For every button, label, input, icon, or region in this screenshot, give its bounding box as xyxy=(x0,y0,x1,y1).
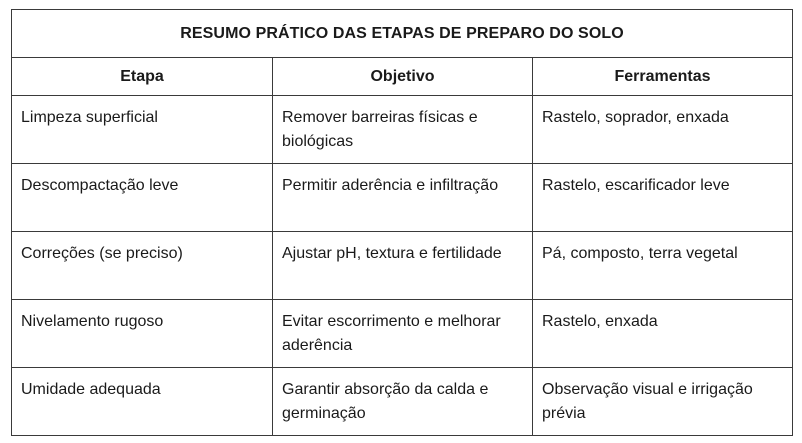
table-row xyxy=(12,368,793,436)
cell-objetivo: Permitir aderência e infiltração xyxy=(273,164,533,232)
cell-objetivo: Garantir absorção da calda e germinação xyxy=(273,368,533,436)
cell-etapa: Correções (se preciso) xyxy=(12,232,273,300)
table-row xyxy=(12,96,793,164)
cell-objetivo: Remover barreiras físicas e biológicas xyxy=(273,96,533,164)
summary-table xyxy=(11,9,793,436)
cell-ferramentas: Rastelo, escarificador leve xyxy=(533,164,793,232)
cell-ferramentas: Rastelo, enxada xyxy=(533,300,793,368)
cell-etapa: Umidade adequada xyxy=(12,368,273,436)
column-header-ferramentas: Ferramentas xyxy=(533,58,793,96)
table-header-row xyxy=(12,58,793,96)
summary-table-container xyxy=(11,9,792,436)
cell-etapa: Limpeza superficial xyxy=(12,96,273,164)
table-row xyxy=(12,300,793,368)
cell-etapa: Nivelamento rugoso xyxy=(12,300,273,368)
column-header-objetivo: Objetivo xyxy=(273,58,533,96)
cell-ferramentas: Pá, composto, terra vegetal xyxy=(533,232,793,300)
table-row xyxy=(12,164,793,232)
table-row xyxy=(12,232,793,300)
cell-objetivo: Ajustar pH, textura e fertilidade xyxy=(273,232,533,300)
table-title: RESUMO PRÁTICO DAS ETAPAS DE PREPARO DO SOLO xyxy=(12,10,793,58)
cell-etapa: Descompactação leve xyxy=(12,164,273,232)
table-title-row xyxy=(12,10,793,58)
cell-ferramentas: Observação visual e irrigação prévia xyxy=(533,368,793,436)
column-header-etapa: Etapa xyxy=(12,58,273,96)
cell-objetivo: Evitar escorrimento e melhorar aderência xyxy=(273,300,533,368)
cell-ferramentas: Rastelo, soprador, enxada xyxy=(533,96,793,164)
